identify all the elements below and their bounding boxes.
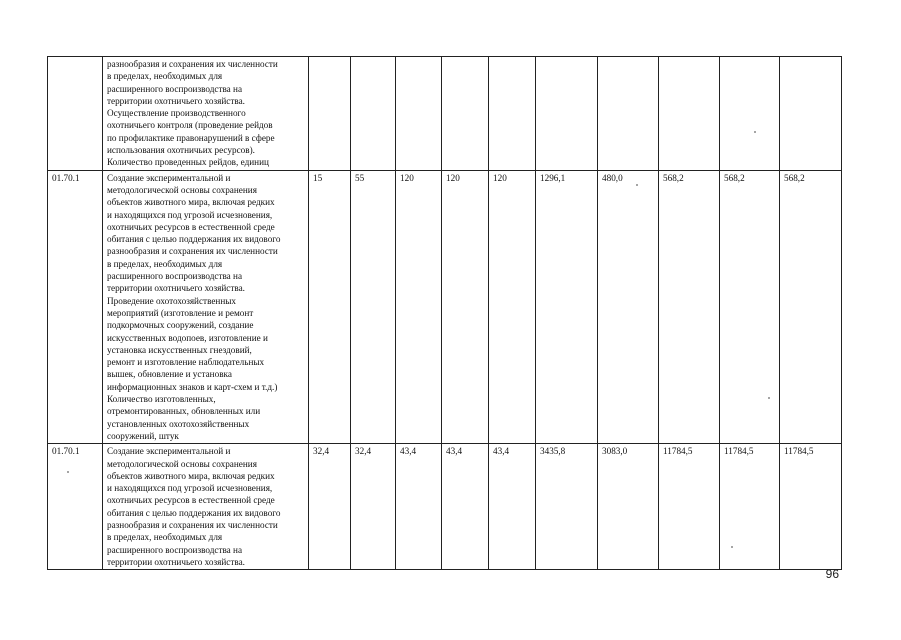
scan-speck bbox=[731, 546, 733, 548]
row-description: разнообразия и сохранения их численности в пределах, необходимых для расширенного воспроизводства на территории охотничьего хозяйства. Осуществление производственного охотничьего контроля (проведение рейдов по профилактике правонарушений в сфере использования охотничьих ресурсов). Количество проведенных рейдов, единиц bbox=[103, 57, 309, 171]
scan-speck bbox=[768, 397, 770, 399]
row-code: 01.70.1 bbox=[48, 444, 103, 570]
row-value bbox=[536, 57, 598, 171]
row-value: 480,0 bbox=[598, 170, 659, 444]
row-value bbox=[720, 57, 780, 171]
row-value: 120 bbox=[489, 170, 536, 444]
row-code bbox=[48, 57, 103, 171]
row-value: 15 bbox=[309, 170, 351, 444]
row-value: 120 bbox=[396, 170, 442, 444]
row-value: 568,2 bbox=[720, 170, 780, 444]
scan-speck bbox=[754, 131, 756, 133]
row-value: 11784,5 bbox=[720, 444, 780, 570]
row-value bbox=[780, 57, 842, 171]
row-value bbox=[351, 57, 396, 171]
table-row bbox=[48, 444, 842, 570]
row-value bbox=[396, 57, 442, 171]
row-value: 3083,0 bbox=[598, 444, 659, 570]
row-value: 32,4 bbox=[309, 444, 351, 570]
scan-speck bbox=[67, 471, 69, 473]
page-number: 96 bbox=[825, 567, 839, 581]
row-value bbox=[598, 57, 659, 171]
row-value bbox=[489, 57, 536, 171]
table-row bbox=[48, 57, 842, 171]
row-value: 55 bbox=[351, 170, 396, 444]
row-value: 43,4 bbox=[489, 444, 536, 570]
row-value bbox=[659, 57, 720, 171]
scan-speck bbox=[636, 184, 638, 186]
row-description: Создание экспериментальной и методологической основы сохранения объектов животного мира, включая редких и находящихся под угрозой исчезновения, охотничьих ресурсов в естественной среде обитания с целью поддержания их видового разнообразия и сохранения их численности в пределах, необходимых для расширенного воспроизводства на территории охотничьего хозяйства. Проведение охотохозяйственных мероприятий (изготовление и ремонт подкормочных сооружений, создание искусственных водопоев, изготовление и установка искусственных гнездовий, ремонт и изготовление наблюдательных вышек, обновление и установка информационных знаков и карт-схем и т.д.) Количество изготовленных, отремонтированных, обновленных или установленных охотохозяйственных сооружений, штук bbox=[103, 170, 309, 444]
row-value: 568,2 bbox=[780, 170, 842, 444]
row-description: Создание экспериментальной и методологической основы сохранения объектов животного мира, включая редких и находящихся под угрозой исчезновения, охотничьих ресурсов в естественной среде обитания с целью поддержания их видового разнообразия и сохранения их численности в пределах, необходимых для расширенного воспроизводства на территории охотничьего хозяйства. bbox=[103, 444, 309, 570]
row-value: 43,4 bbox=[442, 444, 489, 570]
row-value: 568,2 bbox=[659, 170, 720, 444]
row-value bbox=[442, 57, 489, 171]
row-value: 32,4 bbox=[351, 444, 396, 570]
table-row bbox=[48, 170, 842, 444]
row-value bbox=[309, 57, 351, 171]
row-value: 3435,8 bbox=[536, 444, 598, 570]
row-value: 11784,5 bbox=[780, 444, 842, 570]
row-value: 1296,1 bbox=[536, 170, 598, 444]
row-value: 43,4 bbox=[396, 444, 442, 570]
budget-table bbox=[47, 56, 842, 570]
row-code: 01.70.1 bbox=[48, 170, 103, 444]
row-value: 11784,5 bbox=[659, 444, 720, 570]
row-value: 120 bbox=[442, 170, 489, 444]
